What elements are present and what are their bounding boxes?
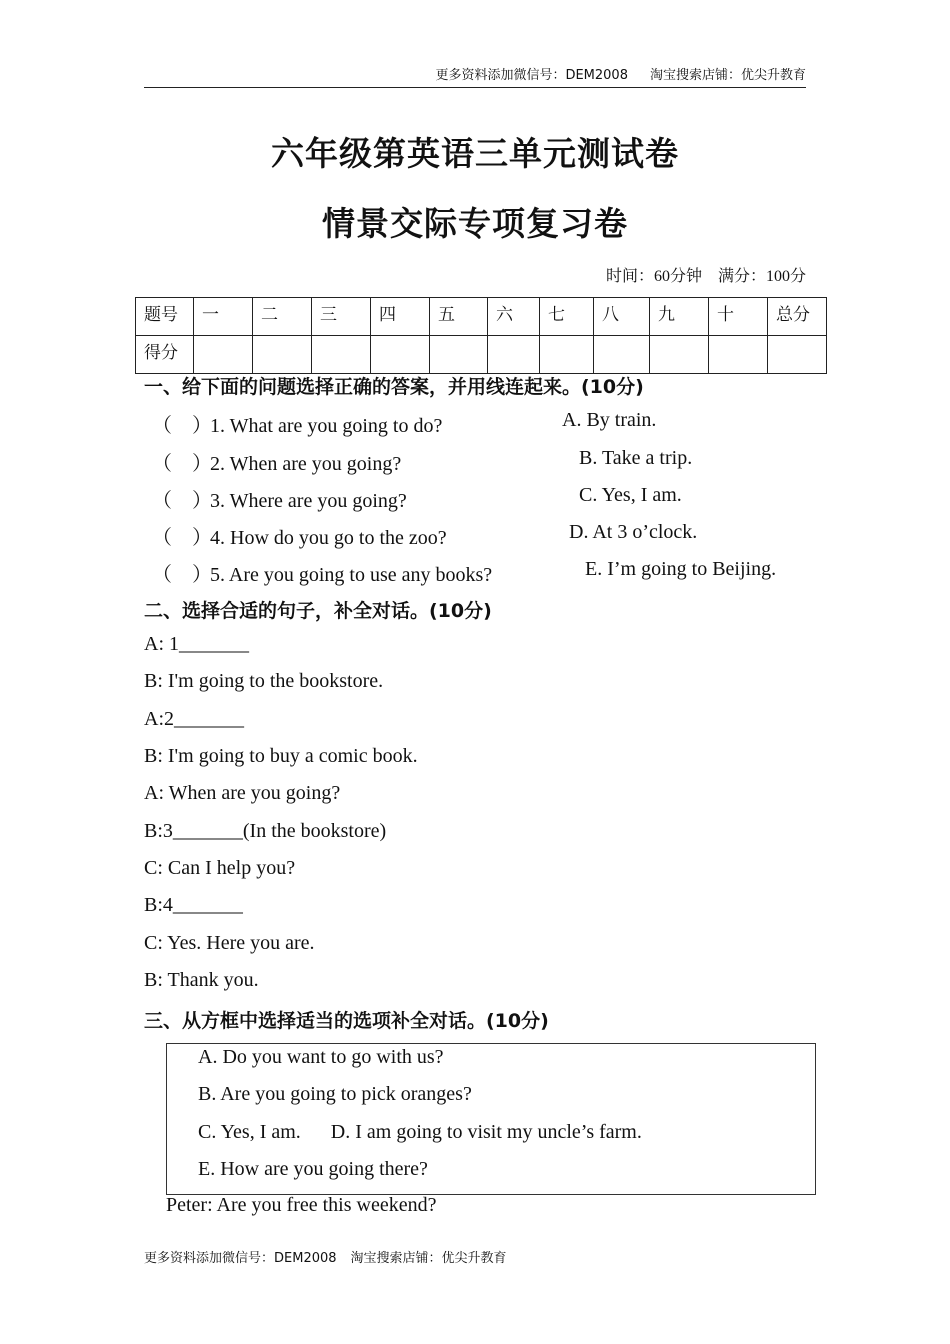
score-input-cell[interactable]	[488, 336, 540, 374]
header-wechat: 更多资料添加微信号：DEM2008	[435, 68, 628, 83]
box-option: A. Do you want to go with us?	[198, 1046, 444, 1068]
option-c: C. Yes, I am.	[579, 484, 682, 506]
question-text: 2. When are you going?	[210, 453, 402, 475]
dialogue-line: B: I'm going to the bookstore.	[144, 670, 384, 692]
option-e: E. I’m going to Beijing.	[585, 558, 777, 580]
score-cell: 一	[194, 298, 253, 336]
page-header	[144, 64, 806, 88]
question-text: 3. Where are you going?	[210, 490, 407, 512]
section-1-heading: 一、给下面的问题选择正确的答案，并用线连起来。(10分)	[144, 376, 644, 398]
score-cell: 十	[709, 298, 768, 336]
dialogue-line: C: Can I help you?	[144, 857, 296, 879]
score-cell: 二	[253, 298, 312, 336]
exam-full-score: 满分：100分	[717, 268, 806, 285]
exam-time: 时间：60分钟	[605, 268, 702, 285]
score-input-cell[interactable]	[312, 336, 371, 374]
answer-paren[interactable]: （ ）	[152, 564, 212, 586]
score-input-cell[interactable]	[194, 336, 253, 374]
dialogue-line: C: Yes. Here you are.	[144, 932, 315, 954]
answer-paren[interactable]: （ ）	[152, 453, 212, 475]
score-cell: 七	[540, 298, 594, 336]
score-input-cell[interactable]	[709, 336, 768, 374]
option-b: B. Take a trip.	[579, 447, 693, 469]
dialogue-line: A:2_______	[144, 708, 244, 730]
question-text: 1. What are you going to do?	[210, 415, 443, 437]
dialogue-line: B:3_______(In the bookstore)	[144, 820, 387, 842]
score-input-cell[interactable]	[768, 336, 827, 374]
score-input-cell[interactable]	[253, 336, 312, 374]
question-4	[152, 521, 447, 550]
score-input-cell[interactable]	[650, 336, 709, 374]
score-cell: 总分	[768, 298, 827, 336]
dialogue-line: B: Thank you.	[144, 969, 259, 991]
score-cell: 题号	[136, 298, 194, 336]
page-title: 六年级第英语三单元测试卷	[271, 134, 679, 173]
score-cell: 四	[371, 298, 430, 336]
dialogue-line: Peter: Are you free this weekend?	[166, 1194, 437, 1216]
box-option: B. Are you going to pick oranges?	[198, 1083, 472, 1105]
score-table-score-row	[136, 336, 827, 374]
score-table-header-row	[136, 298, 827, 336]
header-shop: 淘宝搜索店铺：优尖升教育	[649, 68, 806, 83]
option-d: D. At 3 o’clock.	[569, 521, 698, 543]
answer-paren[interactable]: （ ）	[152, 415, 212, 437]
score-input-cell[interactable]	[594, 336, 650, 374]
score-input-cell[interactable]	[371, 336, 430, 374]
answer-paren[interactable]: （ ）	[152, 527, 212, 549]
page-subtitle: 情景交际专项复习卷	[322, 204, 628, 243]
score-cell: 六	[488, 298, 540, 336]
section-2-heading: 二、选择合适的句子，补全对话。(10分)	[144, 600, 492, 622]
score-cell: 三	[312, 298, 371, 336]
dialogue-line: B:4_______	[144, 894, 243, 916]
option-a: A. By train.	[562, 409, 657, 431]
exam-info	[606, 263, 806, 286]
box-option: C. Yes, I am. D. I am going to visit my uncle’s farm.	[198, 1121, 642, 1143]
footer-wechat: 更多资料添加微信号：DEM2008	[144, 1251, 337, 1266]
dialogue-line: B: I'm going to buy a comic book.	[144, 745, 418, 767]
question-3	[152, 484, 407, 513]
page-footer	[144, 1247, 507, 1266]
box-option: E. How are you going there?	[198, 1158, 428, 1180]
options-box	[166, 1043, 816, 1195]
score-table	[135, 297, 827, 374]
question-1	[152, 409, 442, 438]
dialogue-line: A: 1_______	[144, 633, 249, 655]
score-cell: 五	[430, 298, 488, 336]
footer-shop: 淘宝搜索店铺：优尖升教育	[350, 1251, 507, 1266]
section-3-heading: 三、从方框中选择适当的选项补全对话。(10分)	[144, 1010, 549, 1032]
question-5	[152, 558, 492, 587]
score-cell: 八	[594, 298, 650, 336]
score-input-cell[interactable]	[430, 336, 488, 374]
question-text: 5. Are you going to use any books?	[210, 564, 493, 586]
question-text: 4. How do you go to the zoo?	[210, 527, 447, 549]
score-cell: 九	[650, 298, 709, 336]
score-input-cell[interactable]	[540, 336, 594, 374]
dialogue-line: A: When are you going?	[144, 782, 341, 804]
question-2	[152, 447, 401, 476]
answer-paren[interactable]: （ ）	[152, 490, 212, 512]
score-cell: 得分	[136, 336, 194, 374]
